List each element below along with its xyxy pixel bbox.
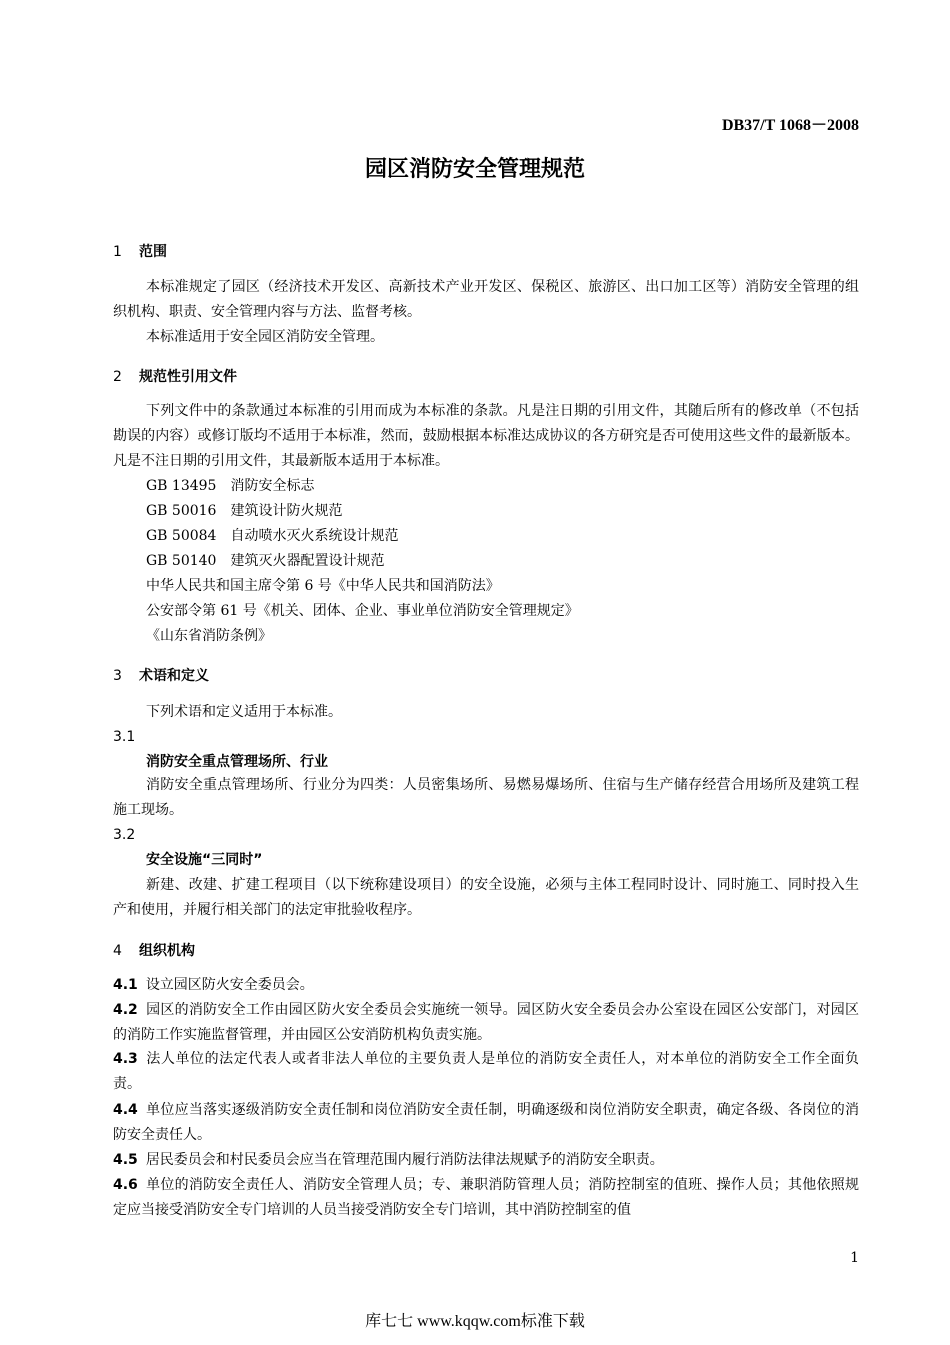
reference-item: GB 50084 自动喷水灭火系统设计规范: [146, 528, 399, 544]
section-4-heading: [113, 940, 195, 960]
clause-item: [113, 1148, 859, 1173]
clause-text: 法人单位的法定代表人或者非法人单位的主要负责人是单位的消防安全责任人，对本单位的消防安全工作全面负责。: [113, 1051, 859, 1092]
footer-watermark: 库七七 www.kqqw.com标准下载: [365, 1313, 585, 1330]
reference-item: 公安部令第 61 号《机关、团体、企业、事业单位消防安全管理规定》: [146, 603, 579, 619]
clause-number: 4.1: [113, 977, 138, 993]
reference-item: 中华人民共和国主席令第 6 号《中华人民共和国消防法》: [146, 578, 500, 594]
section-1-paragraph-2: 本标准适用于安全园区消防安全管理。: [146, 329, 384, 345]
clause-text: 园区的消防安全工作由园区防火安全委员会实施统一领导。园区防火安全委员会办公室设在园区公安部门，对园区的消防工作实施监督管理，并由园区公安消防机构负责实施。: [113, 1002, 859, 1043]
section-title: 术语和定义: [139, 668, 209, 684]
clause-text: 单位应当落实逐级消防安全责任制和岗位消防安全责任制，明确逐级和岗位消防安全职责，确定各级、各岗位的消防安全责任人。: [113, 1102, 859, 1143]
section-number: 4: [113, 943, 122, 959]
clause-text: 设立园区防火安全委员会。: [145, 977, 314, 993]
clause-item: [113, 1098, 859, 1148]
clause-number: 4.6: [113, 1177, 138, 1193]
reference-item: GB 13495 消防安全标志: [146, 478, 315, 494]
clause-item: [113, 1047, 859, 1097]
section-3-intro: 下列术语和定义适用于本标准。: [146, 704, 342, 720]
reference-item: 《山东省消防条例》: [146, 628, 272, 644]
term-definition: 消防安全重点管理场所、行业分为四类：人员密集场所、易燃易爆场所、住宿与生产储存经营合用场所及建筑工程施工现场。: [113, 777, 859, 818]
section-1-heading: [113, 241, 167, 261]
clause-item: [113, 1173, 859, 1223]
section-1-paragraph-1: 本标准规定了园区（经济技术开发区、高新技术产业开发区、保税区、旅游区、出口加工区等）消防安全管理的组织机构、职责、安全管理内容与方法、监督考核。: [113, 279, 859, 320]
term-number: 3.1: [113, 729, 136, 745]
term-number: 3.2: [113, 827, 136, 843]
section-2-heading: [113, 366, 237, 386]
clause-text: 居民委员会和村民委员会应当在管理范围内履行消防法律法规赋予的消防安全职责。: [145, 1152, 664, 1168]
section-title: 范围: [139, 244, 167, 260]
section-number: 3: [113, 668, 122, 684]
term-title: 消防安全重点管理场所、行业: [146, 754, 328, 770]
clause-number: 4.2: [113, 1002, 138, 1018]
section-title: 组织机构: [139, 943, 195, 959]
document-title: 园区消防安全管理规范: [364, 157, 585, 182]
term-title: 安全设施“三同时”: [146, 852, 263, 868]
section-3-heading: [113, 665, 209, 685]
section-title: 规范性引用文件: [139, 369, 237, 385]
clause-text: 单位的消防安全责任人、消防安全管理人员；专、兼职消防管理人员；消防控制室的值班、操作人员；其他依照规定应当接受消防安全专门培训的人员当接受消防安全专门培训，其中消防控制室的值: [113, 1177, 859, 1218]
term-definition: 新建、改建、扩建工程项目（以下统称建设项目）的安全设施，必须与主体工程同时设计、同时施工、同时投入生产和使用，并履行相关部门的法定审批验收程序。: [113, 877, 859, 918]
clause-number: 4.3: [113, 1051, 138, 1067]
reference-item: GB 50140 建筑灭火器配置设计规范: [146, 553, 385, 569]
clause-item: [113, 998, 859, 1048]
reference-item: GB 50016 建筑设计防火规范: [146, 503, 343, 519]
section-2-paragraph-1: 下列文件中的条款通过本标准的引用而成为本标准的条款。凡是注日期的引用文件，其随后所有的修改单（不包括勘误的内容）或修订版均不适用于本标准，然而，鼓励根据本标准达成协议的各方研究是否可使用这些文件的最新版本。凡是不注日期的引用文件，其最新版本适用于本标准。: [113, 403, 859, 469]
standard-code: DB37/T 1068－2008: [721, 117, 859, 134]
clause-item: [113, 973, 859, 998]
section-number: 2: [113, 369, 122, 385]
page-number: 1: [850, 1250, 859, 1266]
clause-number: 4.5: [113, 1152, 138, 1168]
clause-number: 4.4: [113, 1102, 138, 1118]
section-number: 1: [113, 244, 122, 260]
